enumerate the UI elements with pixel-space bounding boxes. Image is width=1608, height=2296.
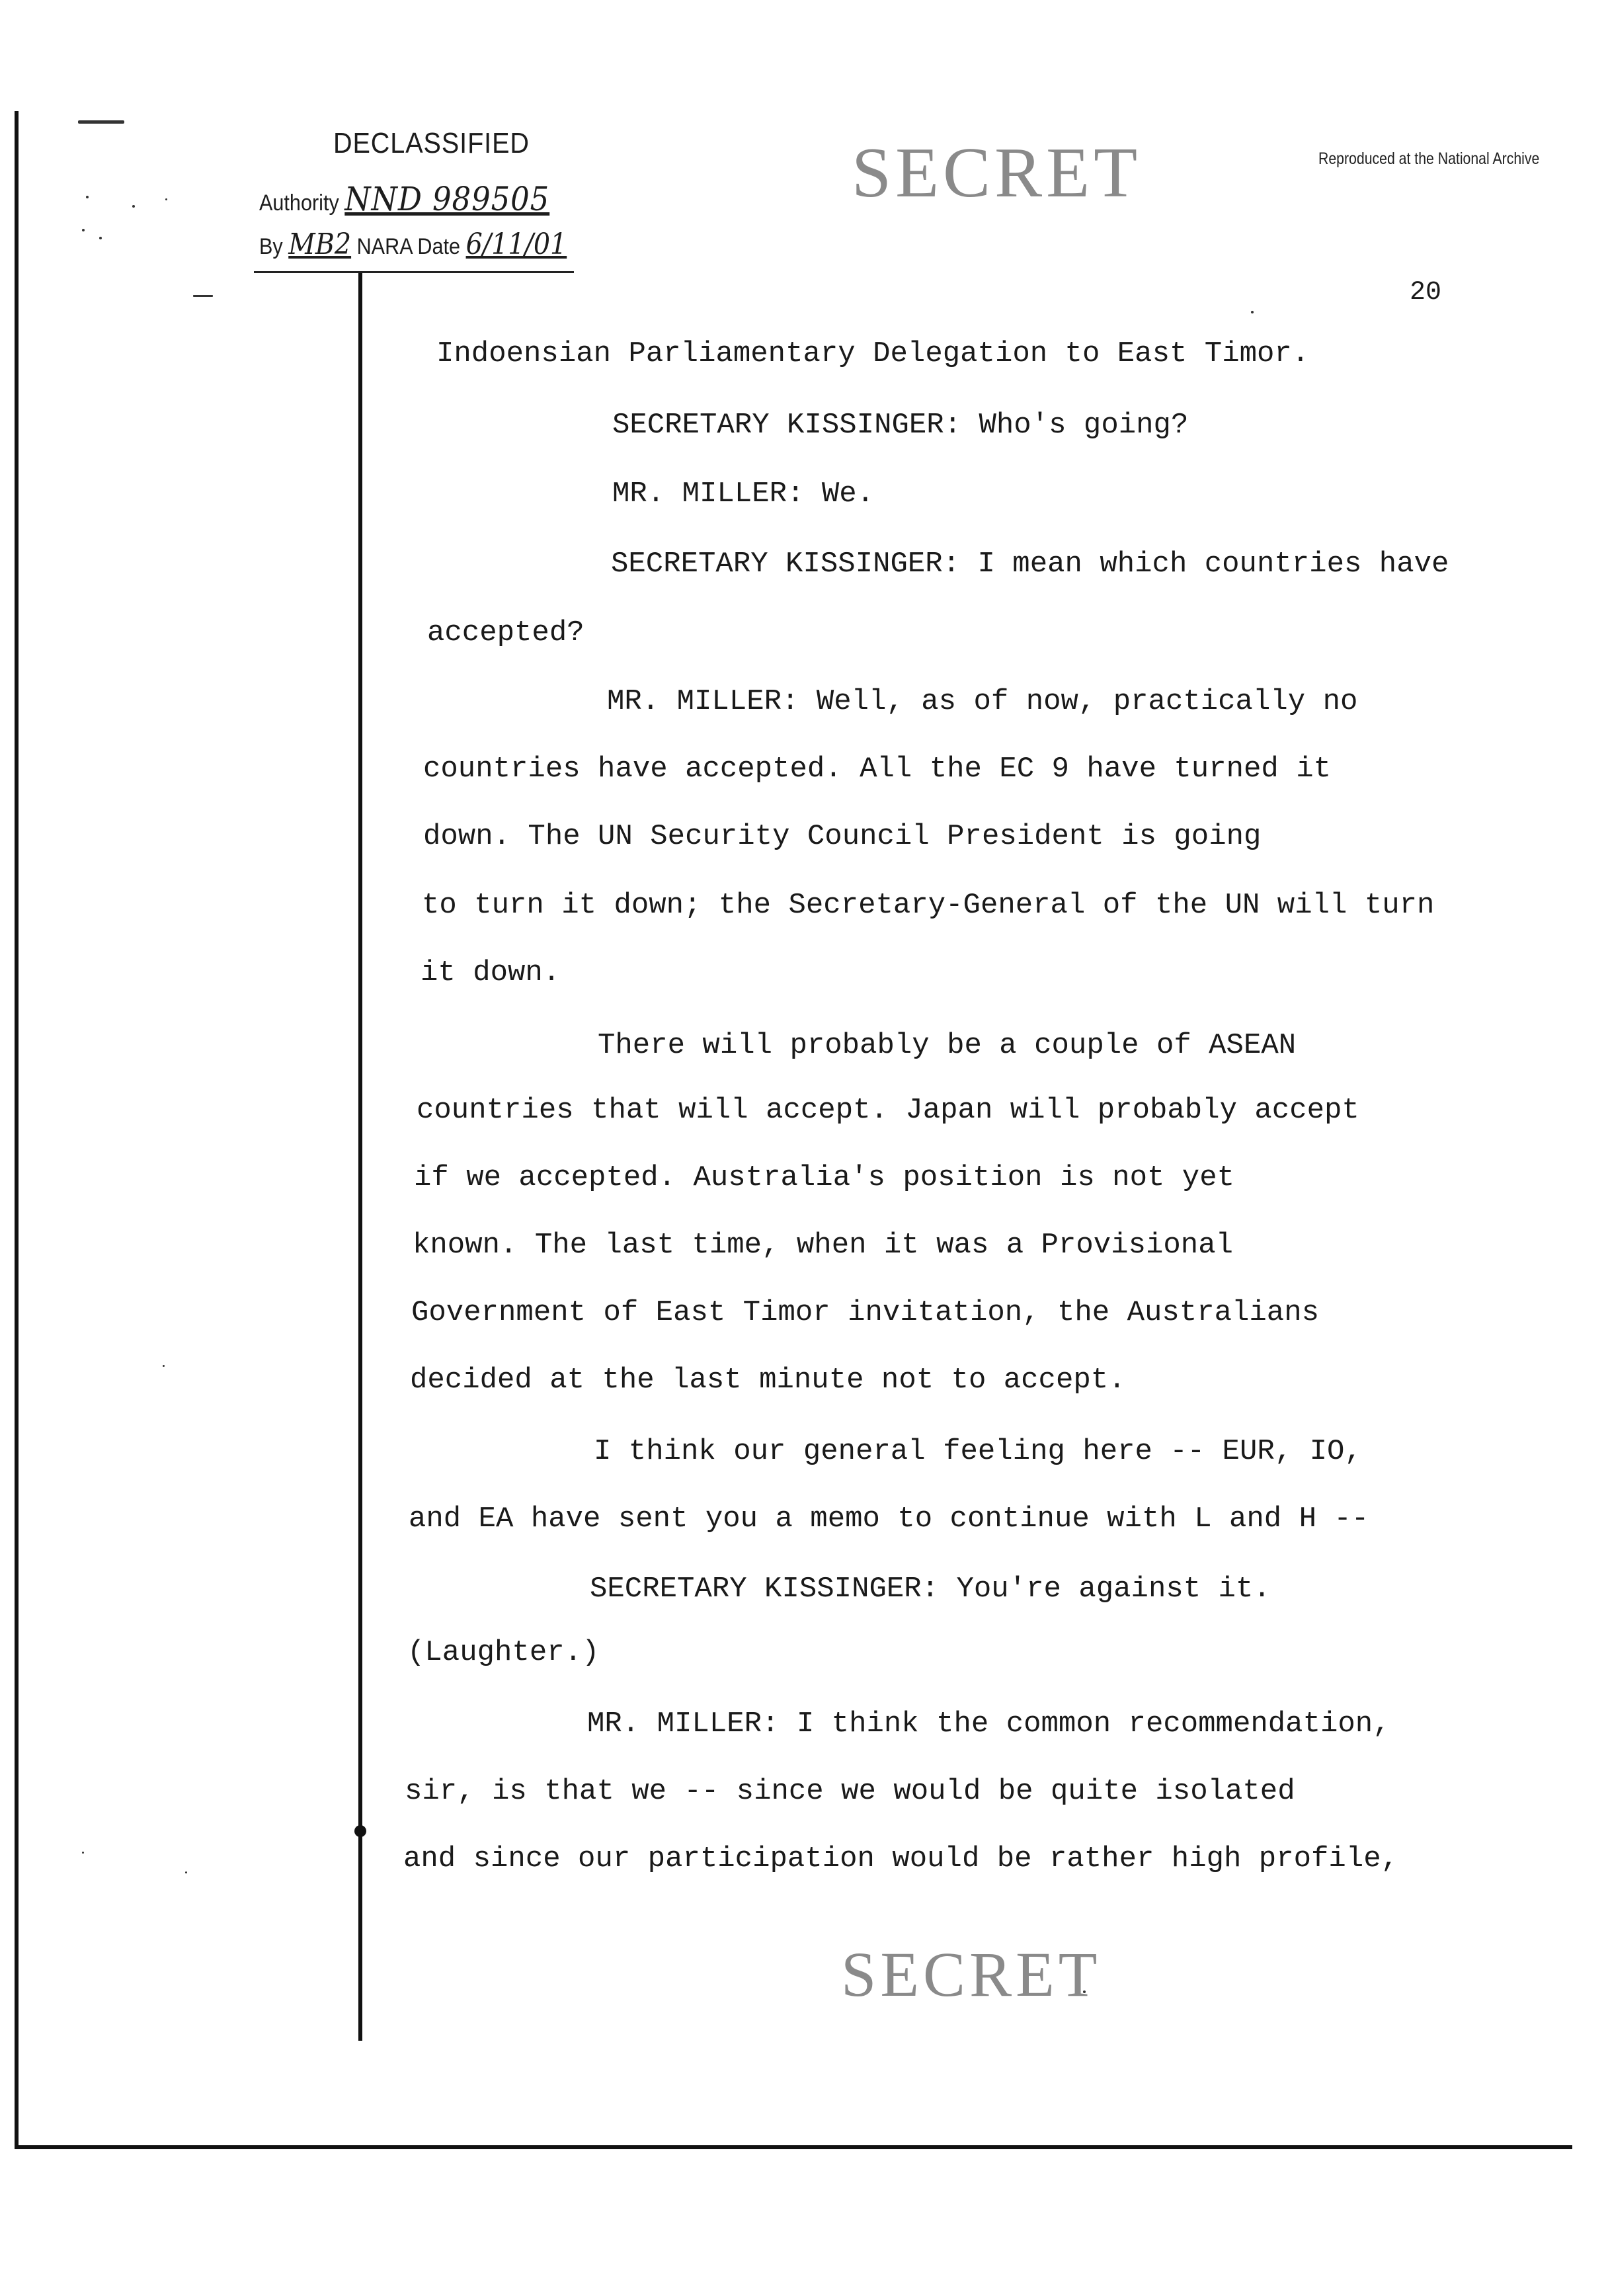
scan-speck xyxy=(185,1871,187,1873)
stamp-authority-value: NND 989505 xyxy=(344,180,550,218)
scan-speck xyxy=(193,295,213,297)
stamp-by-row xyxy=(259,227,567,261)
classification-marking-bottom: SECRET xyxy=(841,1939,1102,2010)
scan-speck xyxy=(86,196,89,198)
transcript-line: down. The UN Security Council President is going xyxy=(423,820,1262,853)
scan-frame-left-edge xyxy=(15,111,19,2149)
transcript-line: and since our participation would be rather high profile, xyxy=(403,1842,1399,1875)
transcript-line: Indoensian Parliamentary Delegation to East Timor. xyxy=(436,337,1310,370)
stamp-by-value: MB2 xyxy=(288,227,352,261)
scan-speck xyxy=(82,1852,84,1854)
scan-speck xyxy=(132,205,135,208)
scan-speck xyxy=(99,237,102,239)
transcript-line: accepted? xyxy=(427,616,584,649)
transcript-line: MR. MILLER: We. xyxy=(612,477,875,511)
classification-marking-top: SECRET xyxy=(852,134,1142,212)
transcript-line: decided at the last minute not to accept. xyxy=(410,1364,1126,1397)
transcript-line: SECRETARY KISSINGER: I mean which countries have xyxy=(611,548,1449,581)
stamp-nara-date-label: NARA Date xyxy=(356,234,461,259)
transcript-line: if we accepted. Australia's position is not yet xyxy=(414,1161,1235,1194)
transcript-line: Government of East Timor invitation, the Australians xyxy=(411,1296,1320,1329)
transcript-line: There will probably be a couple of ASEAN xyxy=(598,1029,1297,1062)
stamp-by-label: By xyxy=(259,234,283,259)
stamp-authority-label: Authority xyxy=(259,190,339,216)
transcript-line: MR. MILLER: I think the common recommendation, xyxy=(587,1707,1390,1741)
transcript-line: sir, is that we -- since we would be quite isolated xyxy=(405,1775,1295,1808)
page-number: 20 xyxy=(1410,278,1442,308)
margin-rule xyxy=(358,271,362,2041)
transcript-line: SECRETARY KISSINGER: You're against it. xyxy=(590,1573,1271,1606)
scan-speck xyxy=(165,198,167,200)
scan-frame-bottom-edge xyxy=(15,2145,1572,2149)
stamp-title: DECLASSIFIED xyxy=(333,127,530,159)
transcript-line: countries that will accept. Japan will probably accept xyxy=(417,1094,1359,1127)
transcript-line: it down. xyxy=(421,956,561,989)
transcript-line: SECRETARY KISSINGER: Who's going? xyxy=(612,409,1189,442)
stamp-underline xyxy=(254,271,574,273)
transcript-line: known. The last time, when it was a Provisional xyxy=(413,1229,1234,1262)
transcript-line: countries have accepted. All the EC 9 have turned it xyxy=(423,753,1332,786)
transcript-line: to turn it down; the Secretary-General of the UN will turn xyxy=(422,889,1435,922)
transcript-line: MR. MILLER: Well, as of now, practically no xyxy=(607,685,1358,718)
margin-punch-mark xyxy=(354,1825,366,1837)
transcript-line: (Laughter.) xyxy=(407,1636,600,1669)
scan-speck xyxy=(163,1365,165,1367)
scan-speck xyxy=(1251,311,1254,313)
scan-speck xyxy=(82,229,85,231)
stamp-authority-row xyxy=(259,180,549,218)
reproduced-at-archives-note: Reproduced at the National Archive xyxy=(1318,149,1540,168)
transcript-line: and EA have sent you a memo to continue with L and H -- xyxy=(409,1502,1369,1536)
stamp-nara-date-value: 6/11/01 xyxy=(465,227,567,261)
scan-speck xyxy=(78,120,124,124)
transcript-line: I think our general feeling here -- EUR, IO, xyxy=(594,1435,1362,1468)
